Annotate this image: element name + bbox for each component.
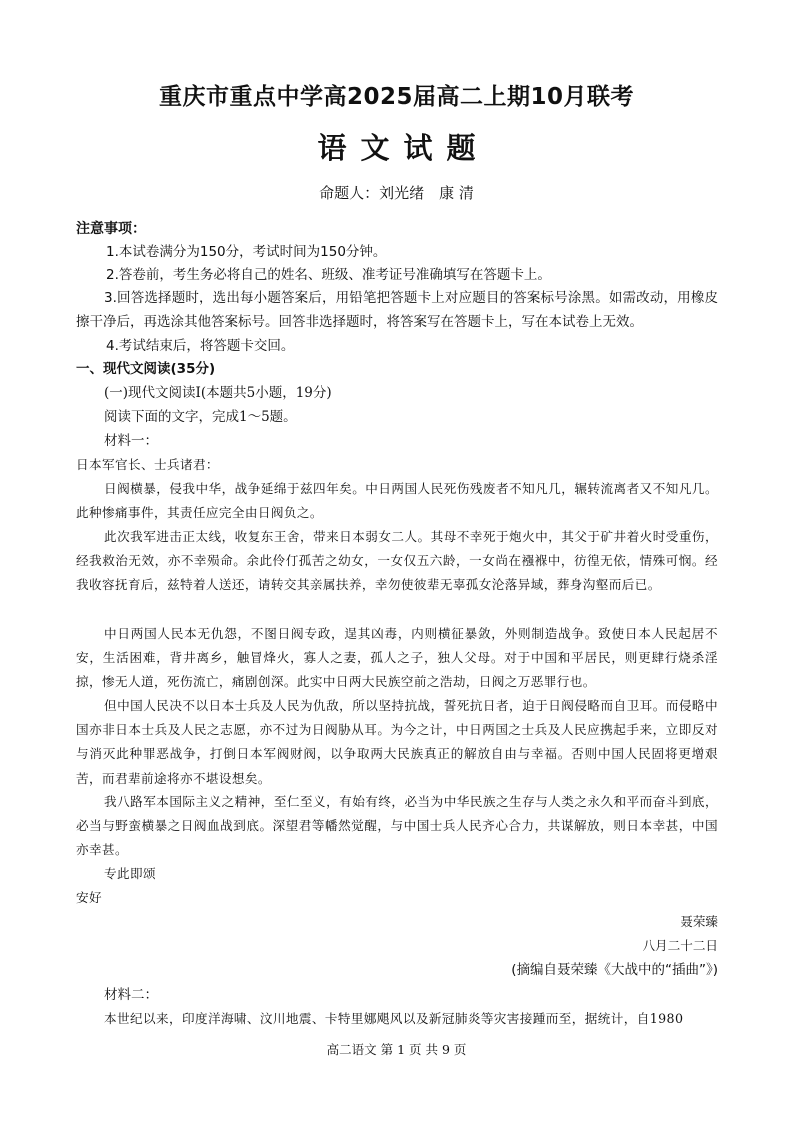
letter-paragraph-1: 日阀横暴，侵我中华，战争延绵于兹四年矣。中日两国人民死伤残废者不知凡几，辗转流离者又不知凡几。此种惨痛事件，其责任应完全由日阀负之。 [76, 481, 718, 521]
subject-title: 语文试题 [317, 131, 490, 165]
letter-closing-1: 专此即颂 [104, 866, 156, 881]
exam-title: 重庆市重点中学高2025届高二上期10月联考 [158, 84, 635, 110]
instruction: 阅读下面的文字，完成1～5题。 [104, 409, 297, 425]
notice-item-2: 2.答卷前，考生务必将自己的姓名、班级、准考证号准确填写在答题卡上。 [106, 267, 551, 283]
notice-item-3: 3.回答选择题时，选出每小题答案后，用铅笔把答题卡上对应题目的答案标号涂黑。如需改动，用橡皮擦干净后，再选涂其他答案标号。回答非选择题时，将答案写在答题卡上，写在本试卷上无效。 [76, 290, 718, 330]
letter-paragraph-2: 此次我军进击正太线，收复东王舍，带来日本弱女二人。其母不幸死于炮火中，其父于矿井着火时受重伤，经我救治无效，亦不幸殒命。余此伶仃孤苦之幼女，一女仅五六龄，一女尚在襁褓中，彷徨无依，情殊可悯。经我收容抚育后，兹特着人送还，请转交其亲属扶养，幸勿使彼辈无辜孤女沦落异域，葬身沟壑而后已。 [76, 529, 718, 593]
material1-label: 材料一： [104, 433, 158, 449]
letter-salutation: 日本军官长、士兵诸君： [76, 457, 219, 472]
letter-paragraph-4: 但中国人民决不以日本士兵及人民为仇敌，所以坚持抗战，誓死抗日者，迫于日阀侵略而自卫耳。而侵略中国亦非日本士兵及人民之志愿，亦不过为日阀胁从耳。为今之计，中日两国之士兵及人民应携起手来，立即反对与消灭此种罪恶战争，打倒日本军阀财阀，以争取两大民族真正的解放自由与幸福。否则中国人民固将更增艰苦，而君辈前途将亦不堪设想矣。 [76, 698, 718, 786]
notice-item-4: 4.考试结束后，将答题卡交回。 [106, 338, 295, 354]
section-heading: 一、现代文阅读(35分) [76, 361, 216, 377]
letter-paragraph-5: 我八路军本国际主义之精神，至仁至义，有始有终，必当为中华民族之生存与人类之永久和平而奋斗到底，必当与野蛮横暴之日阀血战到底。深望君等幡然觉醒，与中国士兵人民齐心合力，共谋解放，则日本幸甚，中国亦幸甚。 [76, 794, 718, 858]
page-footer: 高二语文 第 1 页 共 9 页 [326, 1042, 467, 1057]
material2-label: 材料二： [104, 987, 158, 1003]
letter-date: 八月二十二日 [642, 938, 718, 953]
letter-closing-2: 安好 [76, 890, 102, 905]
letter-signature: 聂荣臻 [680, 914, 718, 929]
notice-item-1: 1.本试卷满分为150分，考试时间为150分钟。 [106, 244, 387, 260]
material2-text: 本世纪以来，印度洋海啸、汶川地震、卡特里娜飓风以及新冠肺炎等灾害接踵而至，据统计，自1980 [104, 1011, 684, 1026]
letter-paragraph-3: 中日两国人民本无仇怨，不图日阀专政，逞其凶毒，内则横征暴敛，外则制造战争。致使日本人民起居不安，生活困难，背井离乡，触冒烽火，寡人之妻，孤人之子，独人父母。对于中国和平居民，则更肆行烧杀淫掠，惨无人道，死伤流亡，痛剧创深。此实中日两大民族空前之浩劫，日阀之万恶罪行也。 [76, 626, 718, 690]
author-line: 命题人：刘光绪 康 清 [319, 184, 474, 202]
letter-source: (摘编自聂荣臻《大战中的“插曲”》) [511, 962, 718, 978]
subsection-heading: (一)现代文阅读Ⅰ(本题共5小题，19分) [104, 385, 332, 401]
notice-heading: 注意事项： [76, 221, 146, 237]
